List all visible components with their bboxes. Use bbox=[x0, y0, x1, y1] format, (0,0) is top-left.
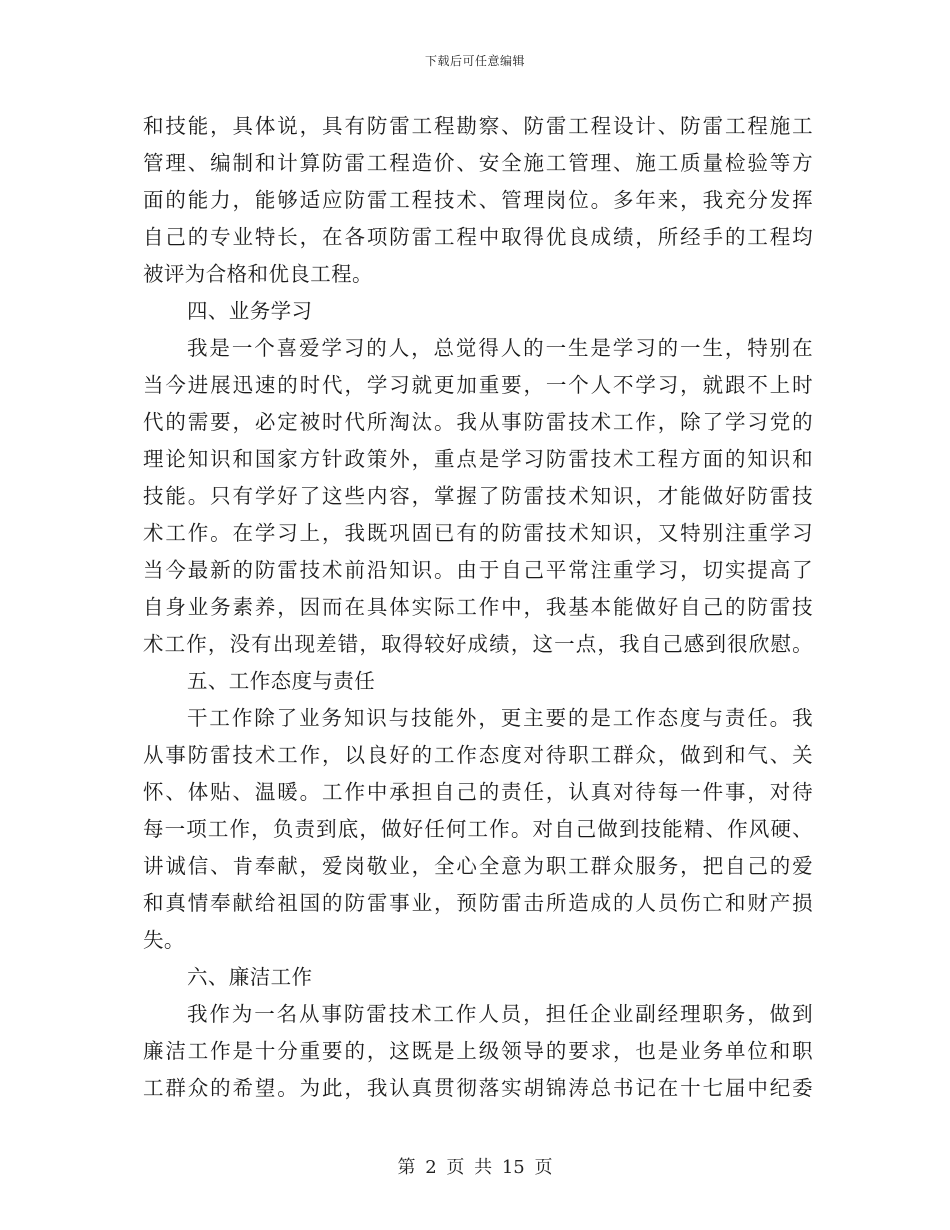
paragraph-first-line: 我作为一名从事防雷技术工作人员，担任企业副经理职务，做到 bbox=[187, 1002, 813, 1026]
body-line: 被评为合格和优良工程。 bbox=[143, 262, 373, 286]
page-header-note: 下载后可任意编辑 bbox=[424, 54, 525, 68]
paragraph-first-line: 干工作除了业务知识与技能外，更主要的是工作态度与责任。我 bbox=[187, 706, 813, 730]
body-line: 和真情奉献给祖国的防雷事业，预防雷击所造成的人员伤亡和财产损 bbox=[143, 891, 813, 915]
body-line: 怀、体贴、温暖。工作中承担自己的责任，认真对待每一件事，对待 bbox=[143, 780, 813, 804]
section-heading: 六、廉洁工作 bbox=[187, 965, 313, 989]
body-line: 自己的专业特长，在各项防雷工程中取得优良成绩，所经手的工程均 bbox=[143, 225, 813, 249]
body-line: 面的能力，能够适应防雷工程技术、管理岗位。多年来，我充分发挥 bbox=[143, 188, 813, 212]
paragraph-first-line: 我是一个喜爱学习的人，总觉得人的一生是学习的一生，特别在 bbox=[187, 336, 813, 360]
body-line: 技能。只有学好了这些内容，掌握了防雷技术知识，才能做好防雷技 bbox=[143, 484, 813, 508]
body-line: 当今最新的防雷技术前沿知识。由于自己平常注重学习，切实提高了 bbox=[143, 558, 813, 582]
body-line: 术工作。在学习上，我既巩固已有的防雷技术知识，又特别注重学习 bbox=[143, 521, 813, 545]
body-line: 管理、编制和计算防雷工程造价、安全施工管理、施工质量检验等方 bbox=[143, 151, 813, 175]
document-body bbox=[143, 108, 813, 1107]
body-line: 理论知识和国家方针政策外，重点是学习防雷技术工程方面的知识和 bbox=[143, 447, 813, 471]
body-line: 讲诚信、肯奉献，爱岗敬业，全心全意为职工群众服务，把自己的爱 bbox=[143, 854, 813, 878]
body-line: 术工作，没有出现差错，取得较好成绩，这一点，我自己感到很欣慰。 bbox=[143, 632, 813, 656]
body-line: 每一项工作，负责到底，做好任何工作。对自己做到技能精、作风硬、 bbox=[143, 817, 813, 841]
page-number-footer: 第 2 页 共 15 页 bbox=[397, 1157, 553, 1178]
body-line: 失。 bbox=[143, 928, 185, 952]
body-line: 和技能，具体说，具有防雷工程勘察、防雷工程设计、防雷工程施工 bbox=[143, 114, 813, 138]
section-heading: 五、工作态度与责任 bbox=[187, 669, 376, 693]
body-line: 工群众的希望。为此，我认真贯彻落实胡锦涛总书记在十七届中纪委 bbox=[143, 1076, 813, 1100]
body-line: 当今进展迅速的时代，学习就更加重要，一个人不学习，就跟不上时 bbox=[143, 373, 813, 397]
section-heading: 四、业务学习 bbox=[187, 299, 313, 323]
body-line: 自身业务素养，因而在具体实际工作中，我基本能做好自己的防雷技 bbox=[143, 595, 813, 619]
body-line: 廉洁工作是十分重要的，这既是上级领导的要求，也是业务单位和职 bbox=[143, 1039, 813, 1063]
body-line: 从事防雷技术工作，以良好的工作态度对待职工群众，做到和气、关 bbox=[143, 743, 813, 767]
body-line: 代的需要，必定被时代所淘汰。我从事防雷技术工作，除了学习党的 bbox=[143, 410, 813, 434]
